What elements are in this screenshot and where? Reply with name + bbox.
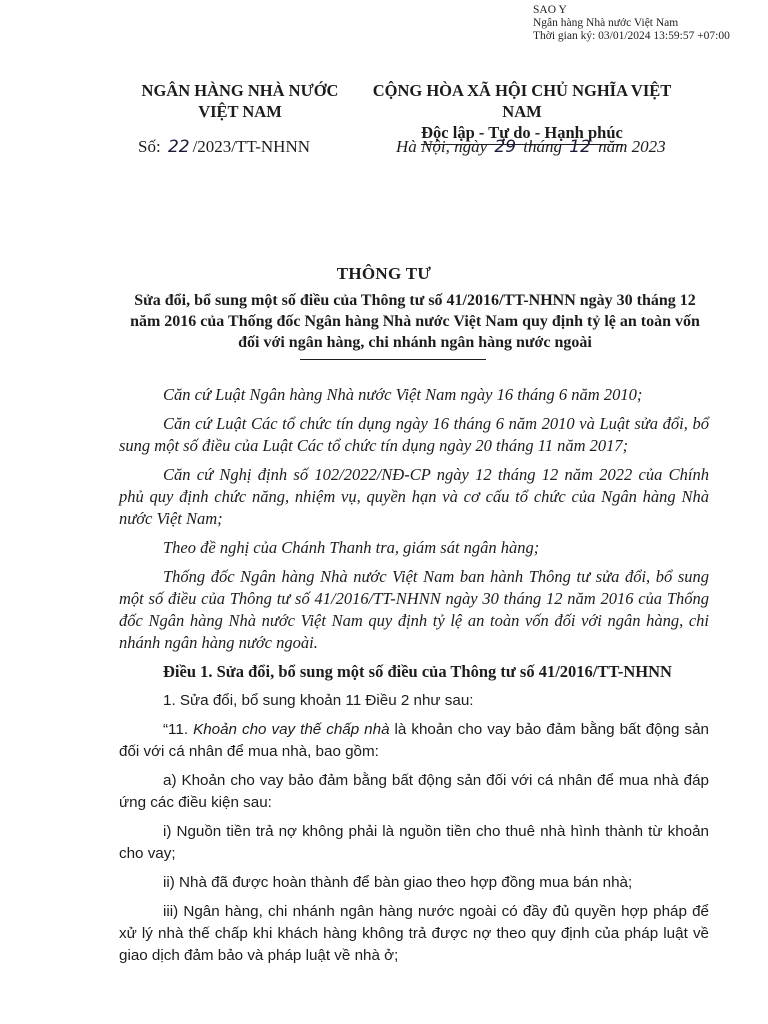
clause-1-intro: 1. Sửa đổi, bổ sung khoản 11 Điều 2 như sau: [163,692,474,709]
document-type: THÔNG TƯ [336,264,432,283]
preamble-basis-3: Căn cứ Nghị định số 102/2022/NĐ-CP ngày 12 tháng 12 năm 2022 của Chính phủ quy định chức năng, nhiệm vụ, quyền hạn và cơ cấu tổ chức của Ngân hàng Nhà nước Việt Nam; [119,465,709,528]
doc-number-handwritten: 22 [167,137,190,157]
document-number [138,137,310,157]
article-1-heading: Điều 1. Sửa đổi, bổ sung một số điều của Thông tư số 41/2016/TT-NHNN [163,662,672,681]
preamble-proposal: Theo đề nghị của Chánh Thanh tra, giám sát ngân hàng; [163,538,540,557]
document-subject: Sửa đổi, bổ sung một số điều của Thông tư số 41/2016/TT-NHNN ngày 30 tháng 12 năm 2016 của Thống đốc Ngân hàng Nhà nước Việt Nam quy định tỷ lệ an toàn vốn đối với ngân hàng, chi nhánh ngân hàng nước ngoài [130,292,700,351]
sub-point-ii: ii) Nhà đã được hoàn thành để bàn giao theo hợp đồng mua bán nhà; [163,874,633,891]
issue-date [396,137,666,157]
nation-motto: Độc lập - Tự do - Hạnh phúc [421,122,623,145]
subject-underline [300,359,486,360]
date-month-handwritten: 12 [569,137,591,157]
doc-number-prefix: Số: [138,137,161,156]
definition-11 [119,719,709,763]
stamp-line-2: Ngân hàng Nhà nước Việt Nam [533,17,679,29]
document-body [119,384,709,974]
national-header [352,80,692,145]
definition-text: là khoản cho vay bảo đảm bằng bất động sản đối với cá nhân để mua nhà, bao gồm: [119,721,709,760]
preamble-basis-2: Căn cứ Luật Các tổ chức tín dụng ngày 16 tháng 6 năm 2010 và Luật sửa đổi, bổ sung một số điều của Luật Các tổ chức tín dụng ngày 20 tháng 11 năm 2017; [119,414,709,455]
doc-number-suffix: /2023/TT-NHNN [192,137,311,156]
sub-point-iii: iii) Ngân hàng, chi nhánh ngân hàng nước ngoài có đầy đủ quyền hợp pháp để xử lý nhà thế chấp khi khách hàng không trả được nợ theo quy định của pháp luật về giao dịch đảm bảo và pháp luật về nhà ở; [119,903,709,964]
date-month-label: tháng [523,137,563,156]
definition-term: Khoản cho vay thế chấp nhà [193,721,390,738]
issuing-agency [120,80,360,122]
stamp-line-3: Thời gian ký: 03/01/2024 13:59:57 +07:00 [533,30,730,42]
definition-number: “11. [163,721,189,738]
preamble-basis-1: Căn cứ Luật Ngân hàng Nhà nước Việt Nam ngày 16 tháng 6 năm 2010; [163,385,643,404]
date-day-handwritten: 29 [494,137,517,157]
nation-name: CỘNG HÒA XÃ HỘI CHỦ NGHĨA VIỆT NAM [372,81,672,121]
date-year: năm 2023 [598,137,666,156]
issuer-line-1: NGÂN HÀNG NHÀ NƯỚC [141,81,339,100]
date-place: Hà Nội, ngày [396,137,488,156]
issuer-line-2: VIỆT NAM [198,102,282,121]
copy-stamp [533,4,730,43]
stamp-line-1: SAO Y [533,4,567,16]
sub-point-i: i) Nguồn tiền trả nợ không phải là nguồn tiền cho thuê nhà hình thành từ khoản cho vay; [119,823,709,862]
preamble-promulgation: Thống đốc Ngân hàng Nhà nước Việt Nam ban hành Thông tư sửa đổi, bổ sung một số điều của Thông tư số 41/2016/TT-NHNN ngày 30 tháng 12 năm 2016 của Thống đốc Ngân hàng Nhà nước Việt Nam quy định tỷ lệ an toàn vốn đối với ngân hàng, chi nhánh ngân hàng nước ngoài. [119,567,709,652]
point-a: a) Khoản cho vay bảo đảm bằng bất động sản đối với cá nhân để mua nhà đáp ứng các điều kiện sau: [119,772,709,811]
